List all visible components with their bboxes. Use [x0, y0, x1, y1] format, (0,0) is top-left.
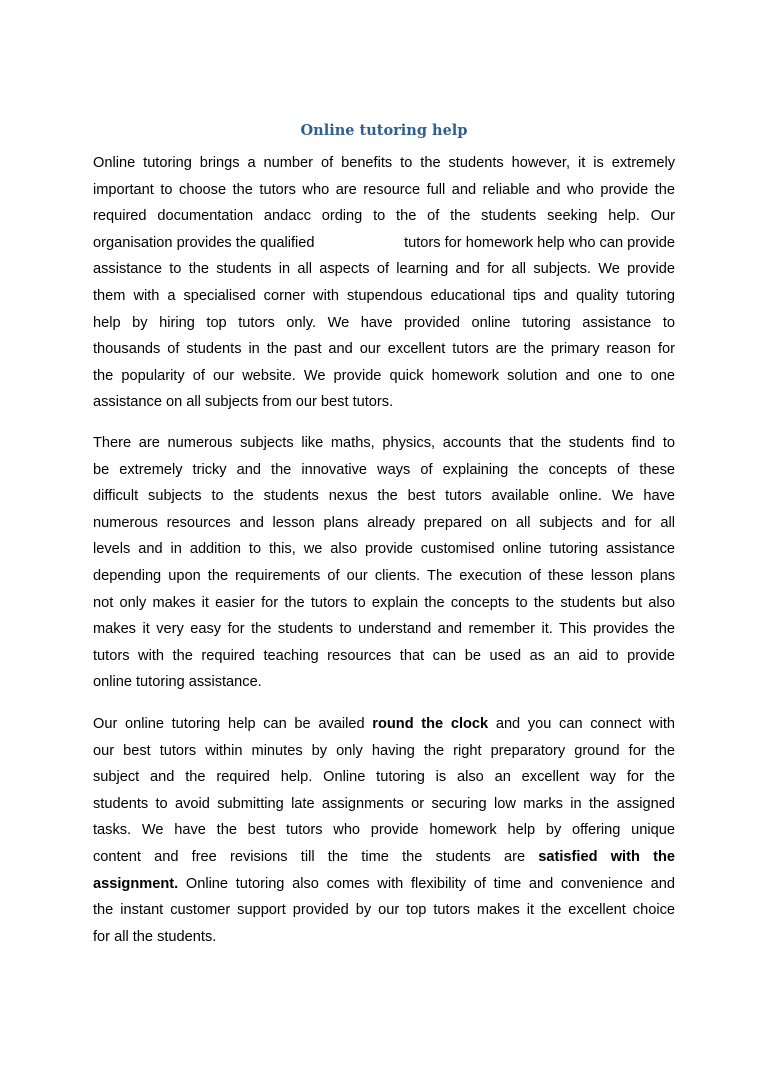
text-line	[93, 711, 675, 738]
text-line: the popularity of our website. We provide quick homework solution and one to one	[93, 367, 675, 384]
text-segment: and you can connect with	[495, 716, 675, 732]
text-line	[93, 230, 675, 257]
text-line: depending upon the requirements of our clients. The execution of these lesson plans	[93, 567, 675, 584]
text-line: thousands of students in the past and our excellent tutors are the primary reason for	[93, 341, 675, 358]
text-line: important to choose the tutors who are resource full and reliable and who provide the	[93, 181, 675, 198]
text-line: numerous resources and lesson plans already prepared on all subjects and for all	[93, 514, 675, 531]
text-line: subject and the required help. Online tutoring is also an excellent way for the	[93, 769, 675, 786]
text-line	[93, 871, 675, 898]
text-line: assistance on all subjects from our best tutors.	[93, 394, 394, 411]
text-line: the instant customer support provided by our top tutors makes it the excellent choice	[93, 902, 675, 919]
bold-text: round the clock	[372, 716, 489, 732]
text-line: tutors with the required teaching resources that can be used as an aid to provide	[93, 647, 675, 664]
text-line: makes it very easy for the students to understand and remember it. This provides the	[93, 621, 675, 638]
document-title: Online tutoring help	[300, 122, 468, 139]
text-line: required documentation andacc ording to the of the students seeking help. Our	[93, 208, 675, 225]
text-line: them with a specialised corner with stupendous educational tips and quality tutoring	[93, 287, 675, 304]
text-segment: Online tutoring also comes with flexibility of time and convenience and	[185, 875, 675, 892]
text-line: for all the students.	[93, 928, 217, 945]
text-line: not only makes it easier for the tutors to explain the concepts to the students but also	[93, 594, 675, 611]
paragraph-2	[93, 430, 675, 696]
text-line: difficult subjects to the students nexus the best tutors available online. We have	[93, 488, 675, 505]
text-line: online tutoring assistance.	[93, 674, 262, 691]
paragraph-1	[93, 150, 675, 416]
text-line	[93, 844, 675, 871]
text-line: help by hiring top tutors only. We have provided online tutoring assistance to	[93, 314, 675, 331]
bold-text: satisfied with the	[538, 848, 675, 865]
text-line: levels and in addition to this, we also provide customised online tutoring assistance	[93, 541, 675, 558]
text-line: assistance to the students in all aspects of learning and for all subjects. We provide	[93, 261, 675, 278]
text-segment: organisation provides the qualified	[93, 234, 315, 251]
text-line: be extremely tricky and the innovative ways of explaining the concepts of these	[93, 461, 675, 478]
text-segment: tutors for homework help who can provide	[404, 234, 675, 251]
paragraph-3	[93, 711, 675, 950]
text-line: Online tutoring brings a number of benefits to the students however, it is extremely	[93, 155, 675, 171]
text-segment: content and free revisions till the time the students are	[93, 848, 526, 865]
text-segment: Our online tutoring help can be availed	[93, 716, 365, 732]
text-line: students to avoid submitting late assignments or securing low marks in the assigned	[93, 795, 675, 812]
text-line: tasks. We have the best tutors who provide homework help by offering unique	[93, 822, 675, 839]
bold-text: assignment.	[93, 875, 179, 892]
text-line: our best tutors within minutes by only having the right preparatory ground for the	[93, 742, 675, 759]
text-line: There are numerous subjects like maths, physics, accounts that the students find to	[93, 435, 675, 451]
